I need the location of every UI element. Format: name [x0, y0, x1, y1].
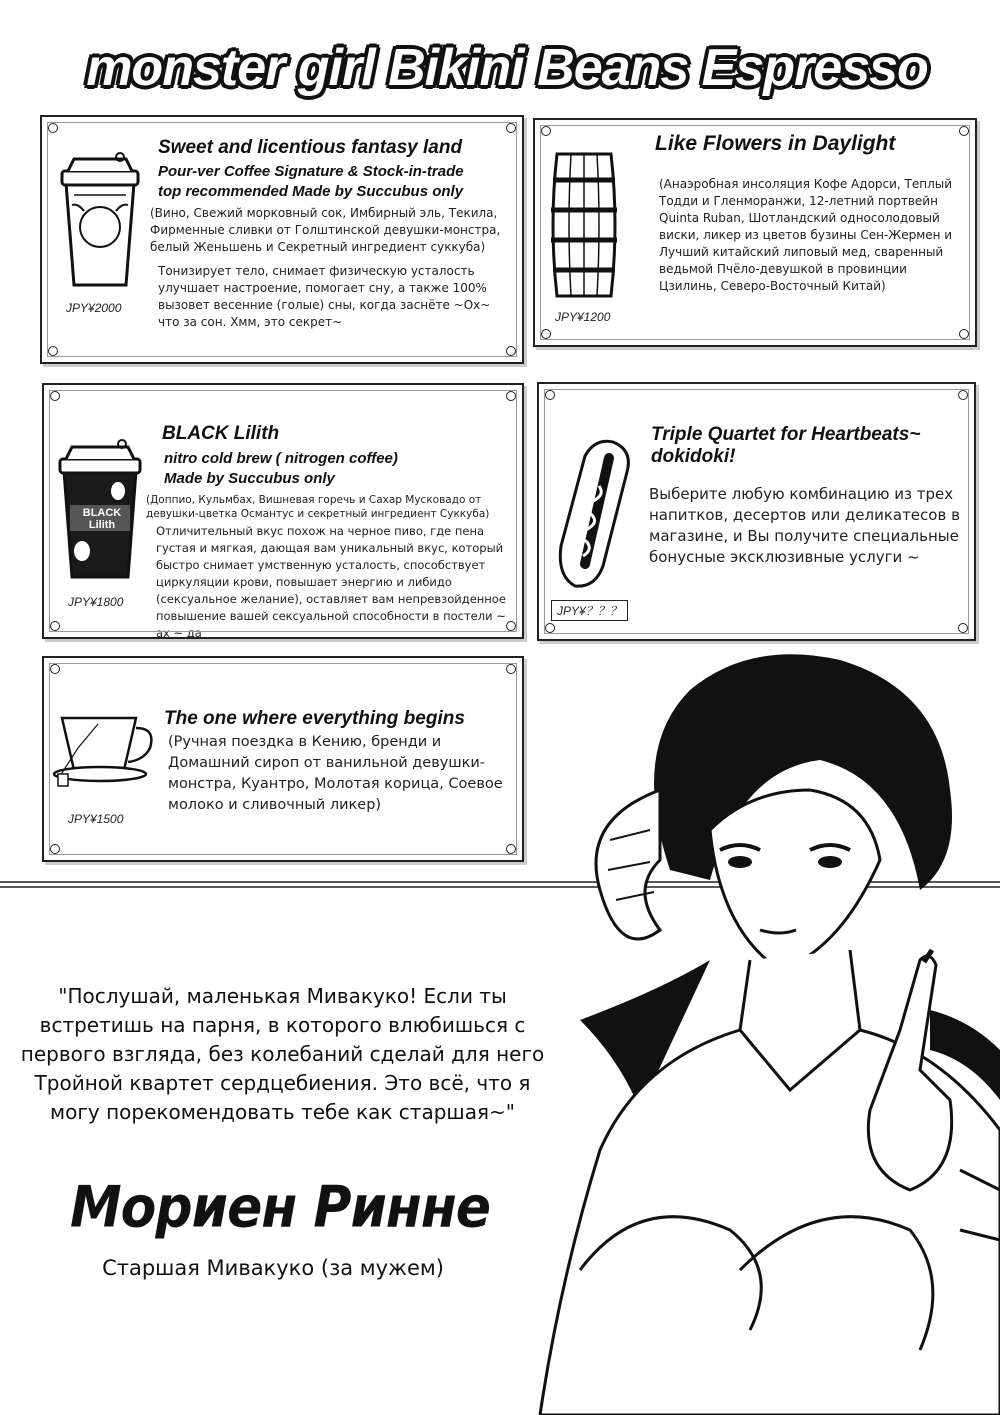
item-name: Like Flowers in Daylight [655, 132, 896, 155]
item-description: Выберите любую комбинацию из трех напитков, десертов или деликатесов в магазине, и Вы получите специальные бонусные эксклюзивные услуги ~ [649, 485, 960, 566]
character-quote: "Послушай, маленькая Мивакуко! Если ты встретишь на парня, в которого влюбишься с первого взгляда, без колебаний сделай для него Тройной квартет сердцебиения. Это всё, что я могу порекомендовать тебе как старшая~" [20, 984, 545, 1124]
item-subtitle: Made by Succubus only [164, 470, 335, 487]
character-name: Мориен Ринне [69, 1175, 491, 1241]
item-ingredients: (Ручная поездка в Кению, бренди и Домашний сироп от ванильной девушки-монстра, Куантро, Молотая корица, Соевое молоко и сливочный ликер) [168, 734, 503, 813]
item-price: JPY¥2000 [66, 301, 122, 315]
item-price: JPY¥？？？ [551, 600, 628, 621]
item-name: The one where everything begins [164, 708, 465, 729]
item-price: JPY¥1800 [68, 595, 124, 609]
item-ingredients: (Анаэробная инсоляция Кофе Адорси, Теплый Тодди и Гленморанжи, 12-летний портвейн Quinta Ruban, Шотландский односолодовый виски, ликер из цветов бузины Сен-Жермен и Лучший китайский липовый мед, сваренный ведьмой Пчёло-девушкой в провинции Цзилинь, Северо-Восточный Китай) [659, 177, 953, 293]
item-subtitle: top recommended Made by Succubus only [158, 183, 464, 200]
menu-card-everything-begins [42, 656, 524, 862]
coffee-cup-icon [60, 155, 140, 290]
item-price: JPY¥1200 [555, 310, 611, 324]
item-subtitle: nitro cold brew ( nitrogen coffee) [164, 450, 398, 467]
item-name: Sweet and licentious fantasy land [158, 137, 463, 158]
character-illustration [520, 630, 1000, 1415]
item-price: JPY¥1500 [68, 812, 124, 826]
item-name: Triple Quartet for Heartbeats~ [651, 424, 921, 445]
barrel-icon [549, 150, 619, 300]
item-ingredients: (Доппио, Кульмбах, Вишневая горечь и Сахар Мусковадо от девушки-цветка Османтус и секретный ингредиент Суккуба) [146, 494, 490, 520]
teacup-icon [58, 714, 170, 794]
cup-label: BLACK Lilith [82, 507, 122, 531]
item-description: Тонизирует тело, снимает физическую усталость улучшает настроение, помогает сну, а также 100% вызовет весенние (голые) сны, когда заснёте ~Ох~ что за сон. Хмм, это секрет~ [158, 264, 491, 329]
menu-card-like-flowers [533, 118, 977, 347]
item-subtitle: Pour-ver Coffee Signature & Stock-in-trade [158, 163, 464, 180]
item-description: Отличительный вкус похож на черное пиво, где пена густая и мягкая, дающая вам уникальный вкус, который быстро снимает умственную усталость, способствует циркуляции крови, повышает энергию и либидо (сексуальное желание), оставляет вам непревзойденное повышение вашей сексуальной способности в постели ~ ах ~ да [156, 524, 506, 640]
item-name-line2: dokidoki! [651, 446, 736, 467]
hotdog-icon [555, 436, 637, 591]
menu-card-triple-quartet [537, 382, 976, 641]
menu-card-sweet-fantasy [40, 115, 524, 364]
page-title: monster girl Bikini Beans Espresso [86, 39, 928, 97]
item-name: BLACK Lilith [162, 423, 280, 444]
menu-card-black-lilith [42, 383, 524, 639]
character-role: Старшая Мивакуко (за мужем) [102, 1256, 444, 1280]
item-ingredients: (Вино, Свежий морковный сок, Имбирный эль, Текила, Фирменные сливки от Голштинской девушки-монстра, белый Женьшень и Секретный ингредиент суккуба) [150, 206, 501, 254]
